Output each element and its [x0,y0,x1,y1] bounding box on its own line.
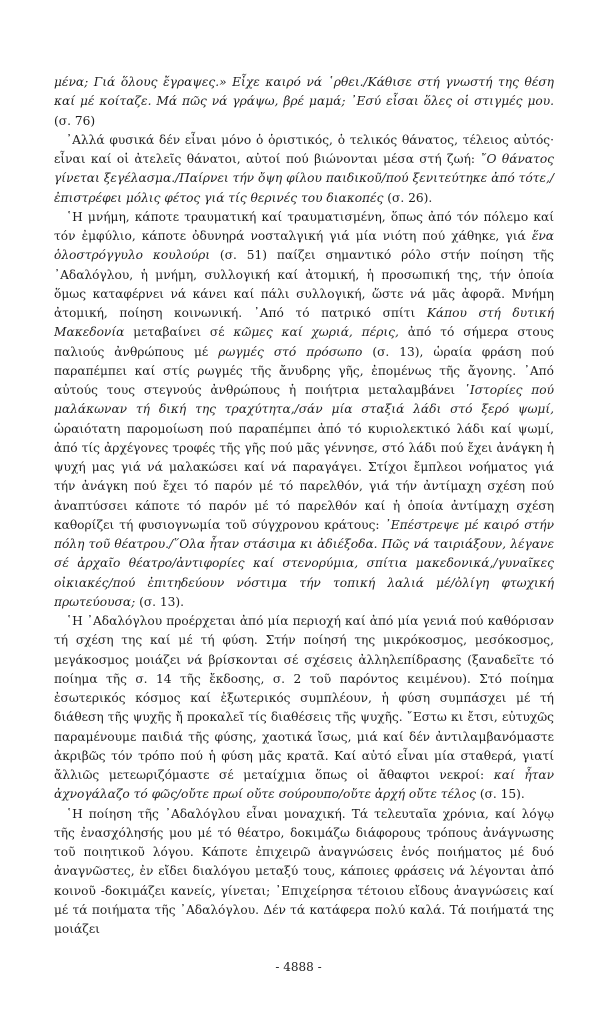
italic-quote: ᾿Επέστρεψε μέ καιρό στήν πόλη τοῦ θέατρου./῞Ολα ἦταν στάσιμα κι ἀδιέξοδα. Πῶς νά ταιριάξουν, λέγανε σέ ἀρχαῖο θέατρο/ἀντιφορίες καί στενορύμια, σπίτια μακεδονικά,/γυναῖκες οἰκιακές/πού ἐπιτηδεύουν νόστιμα τήν τοπική λαλιά μέ/ὀλίγη φτωχική πρωτεύουσα; [54,517,554,609]
text-run: ῾Η μνήμη, κάποτε τραυματική καί τραυματισμένη, ὅπως ἀπό τόν πόλεμο καί τόν ἐμφύλιο, κάποτε ὀδυνηρά νοσταλγική γιά μία νιότη πού χάθηκε, γιά [54,209,554,243]
italic-quote: καί ἦταν ἀχνογάλαζο τό φῶς/οὔτε πρωί οὔτε σούρουπο/οὔτε ἀρχή οὔτε τέλος [54,768,554,802]
italic-quote: Κάπου στή δυτική Μακεδονία [54,306,554,340]
paragraph [54,208,554,612]
text-run: ὡραιότατη παρομοίωση πού παραπέμπει ἀπό τό κυριολεκτικό λάδι καί ψωμί, ἀπό τίς ἀρχέγονες τροφές τῆς γῆς πού μᾶς γέννησε, στό λάδι πού ἔχει ἀνάγκη ἡ ψυχή μας γιά νά μαλακώσει καί νά παραγάγει. Στίχοι ἔμπλεοι νοήματος γιά τήν ἀνάγκη πού ἔχει τό παρόν μέ τό παρελθόν, γιά τήν ἀντίμαχη σχέση πού ἀναπτύσσει κάποτε τό παρόν μέ τό παρελθόν καί ἡ ὁποία ἀντίμαχη σχέση καθορίζει τή φυσιογνωμία τοῦ σύγχρονου κράτους: [54,421,554,532]
italic-quote: ῎Ο θάνατος γίνεται ξεγέλασμα./Παίρνει τήν ὄψη φίλου παιδικοῦ/πού ξενιτεύτηκε ἀπό τότε,/ἐπιστρέφει μόλις φέτος γιά τίς θερινές του διακοπές [54,152,554,205]
italic-quote: μένα; Γιά ὅλους ἔγραψες.» Εἶχε καιρό νά ῾ρθει./Κάθισε στή γνωστή της θέση καί μέ κοίταζε. Μά πῶς νά γράψω, βρέ μαμά; ᾿Εσύ εἶσαι ὅλες οἱ στιγμές μου. [54,75,554,109]
italic-quote: ἕνα ὁλοστρόγγυλο κουλούρι [54,229,554,263]
text-run: ῾Η ᾿Αδαλόγλου προέρχεται ἀπό μία περιοχή καί ἀπό μία γενιά πού καθόρισαν τή σχέση της καί μέ τή φύση. Στήν ποίησή της μικρόκοσμος, μεσόκοσμος, μεγάκοσμος μοιάζει νά βρίσκονται σέ σχέσεις ἀλληλεπίδρασης (ξαναδεῖτε τό ποίημα τῆς σ. 14 τῆς ἔκδοσης, σ. 2 τοῦ παρόντος κειμένου). Στό ποίημα ἐσωτερικός κόσμος καί ἐξωτερικός συμπλέουν, ἡ φύση συμπάσχει μέ τή διάθεση τῆς ψυχῆς ἤ προκαλεῖ τίς διαθέσεις τῆς ψυχῆς. ῎Εστω κι ἔτσι, εὐτυχῶς παραμένουμε παιδιά τῆς φύσης, χαοτικά ἴσως, μιά καί δέν ἀντιλαμβανόμαστε ἀκριβῶς τόν τρόπο πού ἡ φύση μᾶς κρατᾶ. Καί αὐτό εἶναι μία σταθερά, γιατί ἄλλιῶς μετεωριζόμαστε σέ μεταίχμια ὅπως οἱ ἄθαφτοι νεκροί: [54,614,554,782]
paragraph [54,73,554,131]
paragraph [54,805,554,940]
paragraph [54,612,554,805]
text-run: ἀπό τό σήμερα στους παλιούς ἀνθρώπους μέ [54,325,554,359]
italic-quote: κῶμες καί χωριά, πέρις, [233,325,399,340]
text-run: (σ. 26). [383,190,433,205]
body-text [54,73,554,939]
text-run: μεταβαίνει σέ [124,325,234,340]
text-run: (σ. 13), ὡραία φράση πού παραπέμπει καί στίς ρωγμές τῆς ἄνυδρης γῆς, ἐπομένως τῆς ἄγονης. ᾿Από αὐτούς τους στεγνούς ἀνθρώπους ἡ ποιήτρια μεταλαμβάνει [54,344,554,397]
text-run: ῾Η ποίηση τῆς ᾿Αδαλόγλου εἶναι μοναχική. Τά τελευταῖα χρόνια, καί λόγῳ τῆς ἐνασχόλησής μου μέ τό θέατρο, δοκιμάζω διάφορους τρόπους ἀνάγνωσης τοῦ ποιητικοῦ λόγου. Κάποτε ἐπιχειρῶ ἀναγνώσεις ἑνός ποιήματος μέ δυό ἀναγνῶστες, ἐν εἴδει διαλόγου μεταξύ τους, κάποιες φράσεις νά λέγονται ἀπό κοινοῦ -δοκιμάζει κανείς, γίνεται; ᾿Επιχείρησα τέτοιου εἴδους ἀναγνώσεις καί μέ τά ποιήματα τῆς ᾿Αδαλόγλου. Δέν τά κατάφερα πολύ καλά. Τά ποιήματά της μοιάζει [54,806,554,936]
page-number: - 4888 - [275,960,322,974]
italic-quote: ῾Ιστορίες πού μαλάκωναν τή δική της τραχύτητα,/σάν μία σταξιά λάδι στό ξερό ψωμί, [54,383,555,417]
text-run: (σ. 15). [475,787,525,802]
paragraph [54,131,554,208]
text-run: (σ. 76) [54,113,96,128]
text-run: (σ. 13). [135,594,185,609]
italic-quote: ρωγμές στό πρόσωπο [218,344,363,359]
text-run: (σ. 51) παίζει σημαντικό ρόλο στήν ποίηση τῆς ᾿Αδαλόγλου, ἡ μνήμη, συλλογική καί ἀτομική, ἡ προσωπική της, τήν ὁποία ὅμως καταφέρνει νά κάνει καί πάλι συλλογική, ὥστε νά μᾶς ἀφορᾶ. Μνήμη ἀτομική, ποίηση κοινωνική. ᾿Από τό πατρικό σπίτι [54,248,554,320]
text-run: ᾿Αλλά φυσικά δέν εἶναι μόνο ὁ ὁριστικός, ὁ τελικός θάνατος, τέλειος αὐτός· εἶναι καί οἱ ἀτελεῖς θάνατοι, αὐτοί πού βιώνονται μέσα στή ζωή: [54,132,554,166]
